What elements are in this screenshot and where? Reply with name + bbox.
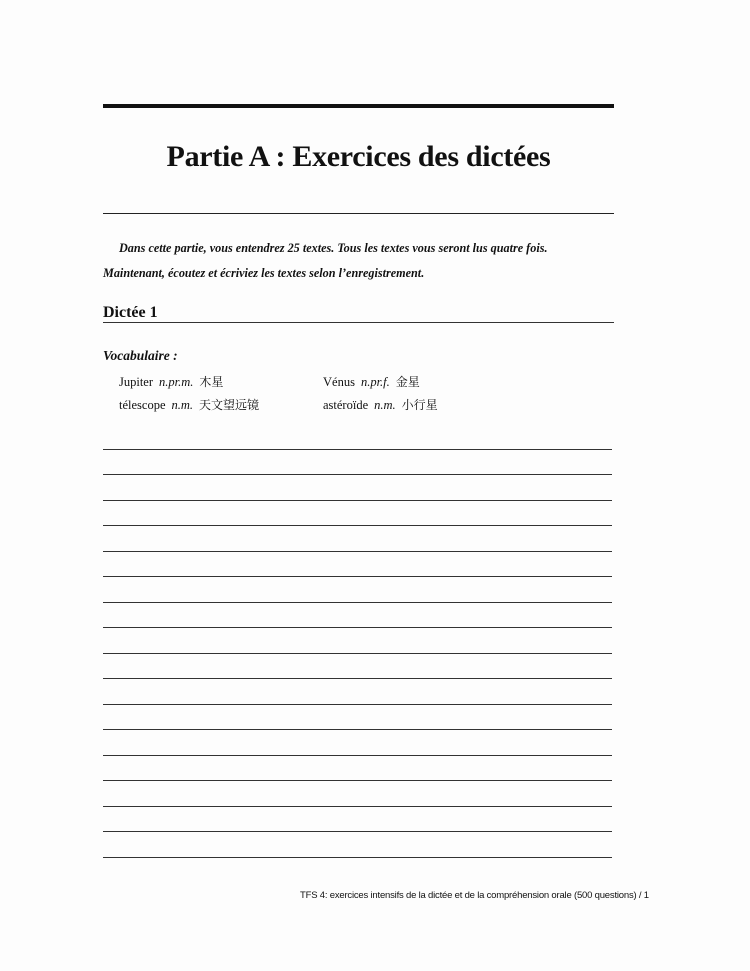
title-divider [103,213,614,214]
writing-line[interactable] [103,653,612,654]
writing-line[interactable] [103,678,612,679]
vocab-item [323,373,420,390]
instructions-line-1: Dans cette partie, vous entendrez 25 textes. Tous les textes vous seront lus quatre fois. [119,241,548,255]
instructions-line-2: Maintenant, écoutez et écriviez les textes selon l’enregistrement. [103,266,425,280]
vocab-pos: n.pr.f. [360,375,390,389]
writing-line[interactable] [103,806,612,807]
writing-line[interactable] [103,602,612,603]
page-footer: TFS 4: exercices intensifs de la dictée et de la compréhension orale (500 questions) / 1 [300,890,649,901]
vocab-word: astéroïde [323,398,369,412]
vocab-item [323,396,438,413]
vocabulary-label: Vocabulaire : [103,348,178,363]
section-heading: Dictée 1 [103,304,158,321]
vocab-word: télescope [119,398,166,412]
vocab-item [119,373,223,390]
writing-line[interactable] [103,500,612,501]
writing-line[interactable] [103,551,612,552]
writing-line[interactable] [103,831,612,832]
vocab-translation: 金星 [395,375,420,389]
writing-line[interactable] [103,755,612,756]
writing-line[interactable] [103,780,612,781]
writing-line[interactable] [103,704,612,705]
writing-line[interactable] [103,449,612,450]
vocab-pos: n.pr.m. [159,375,194,389]
vocab-translation: 小行星 [401,398,438,412]
section-divider [103,322,614,323]
writing-line[interactable] [103,627,612,628]
writing-line[interactable] [103,525,612,526]
writing-line[interactable] [103,857,612,858]
vocab-word: Vénus [323,375,355,389]
writing-line[interactable] [103,576,612,577]
vocab-word: Jupiter [119,375,154,389]
instructions [103,236,615,286]
writing-line[interactable] [103,474,612,475]
writing-line[interactable] [103,729,612,730]
vocab-item [119,396,259,413]
vocab-pos: n.m. [374,398,396,412]
vocab-translation: 天文望远镜 [199,398,260,412]
vocab-translation: 木星 [199,375,224,389]
vocab-pos: n.m. [171,398,194,412]
page-title: Partie A : Exercices des dictées [166,140,551,173]
top-rule [103,104,614,108]
